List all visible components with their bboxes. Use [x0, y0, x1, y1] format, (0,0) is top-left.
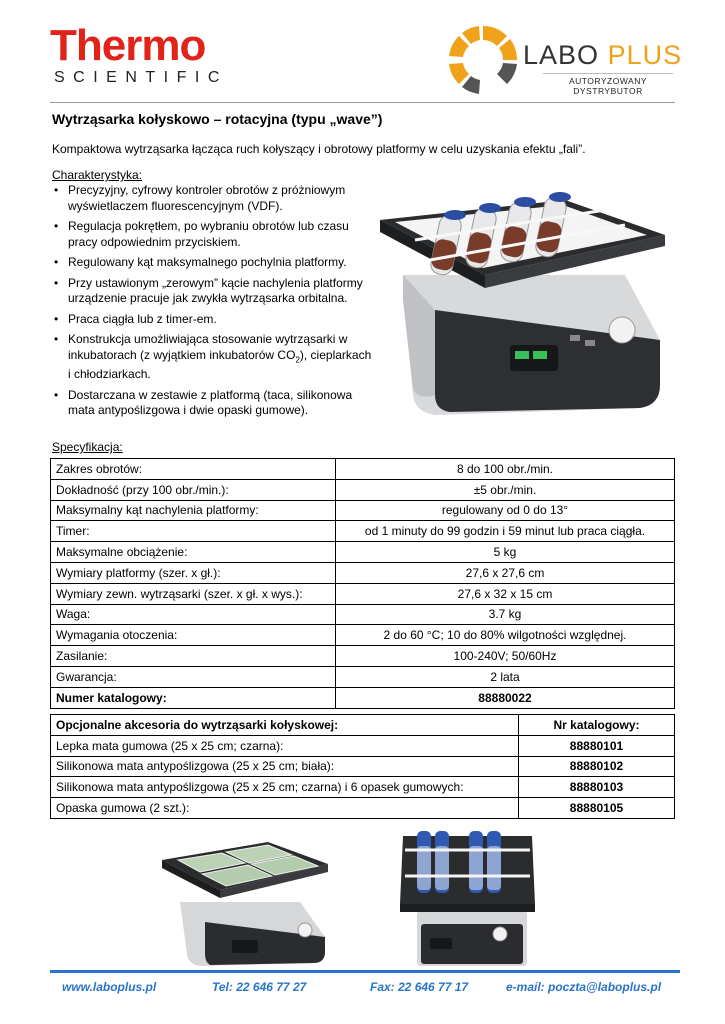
- page-title: Wytrząsarka kołyskowo – rotacyjna (typu „wave”): [52, 111, 383, 127]
- table-row: Maksymalny kąt nachylenia platformy: regulowany od 0 do 13°: [51, 500, 675, 521]
- scientific-logo-text: SCIENTIFIC: [54, 69, 228, 86]
- authorized-distributor-text: AUTORYZOWANY DYSTRYBUTOR: [543, 73, 673, 96]
- product-image-bottles: [395, 826, 540, 971]
- catalog-number-row: Numer katalogowy: 88880022: [51, 687, 675, 708]
- footer-fax: Fax: 22 646 77 17: [370, 980, 469, 994]
- table-row: Silikonowa mata antypoślizgowa (25 x 25 cm; biała): 88880102: [51, 756, 675, 777]
- labo-plus-emblem-icon: [445, 20, 525, 100]
- table-row: Waga: 3.7 kg: [51, 604, 675, 625]
- table-row: Lepka mata gumowa (25 x 25 cm; czarna): 88880101: [51, 735, 675, 756]
- feature-item: • Regulacja pokrętłem, po wybraniu obrotów lub czasu pracy odpowiednim przyciskiem.: [52, 219, 372, 250]
- footer-phone: Tel: 22 646 77 27: [212, 980, 307, 994]
- table-row: Zasilanie: 100-240V; 50/60Hz: [51, 646, 675, 667]
- table-row: Wymiary platformy (szer. x gł.): 27,6 x 27,6 cm: [51, 562, 675, 583]
- table-row: Dokładność (przy 100 obr./min.): ±5 obr./min.: [51, 479, 675, 500]
- table-row: Timer: od 1 minuty do 99 godzin i 59 minut lub praca ciągła.: [51, 521, 675, 542]
- features-label: Charakterystyka:: [52, 168, 143, 182]
- feature-item: • Regulowany kąt maksymalnego pochylnia platformy.: [52, 255, 372, 271]
- table-row: Zakres obrotów: 8 do 100 obr./min.: [51, 459, 675, 480]
- spec-label: Specyfikacja:: [52, 440, 123, 454]
- table-row: Wymagania otoczenia: 2 do 60 °C; 10 do 80% wilgotności względnej.: [51, 625, 675, 646]
- footer-website-link[interactable]: www.laboplus.pl: [62, 980, 157, 994]
- feature-item: • Precyzyjny, cyfrowy kontroler obrotów z próżniowym wyświetlaczem fluorescencyjnym (VDF).: [52, 183, 372, 214]
- feature-item: • Konstrukcja umożliwiająca stosowanie wytrząsarki w inkubatorach (z wyjątkiem inkubatorów $CO_2$), cieplarkach i chłodziarkach.: [52, 332, 372, 383]
- intro-text: Kompaktowa wytrząsarka łącząca ruch kołyszący i obrotowy platformy w celu uzyskania efektu „fali”.: [52, 142, 586, 156]
- table-row: Silikonowa mata antypoślizgowa (25 x 25 cm; czarna) i 6 opasek gumowych: 88880103: [51, 777, 675, 798]
- header-divider: [50, 102, 675, 103]
- product-image-main: [375, 180, 675, 420]
- feature-item: • Dostarczana w zestawie z platformą (taca, silikonowa mata antypoślizgowa i dwie opaski gumowe).: [52, 388, 372, 419]
- product-image-plates: [160, 832, 330, 967]
- feature-item: • Przy ustawionym „zerowym” kącie nachylenia platformy urządzenie pracuje jak zwykła wytrząsarka orbitalna.: [52, 276, 372, 307]
- spec-table: [50, 458, 675, 709]
- table-row: Maksymalne obciążenie: 5 kg: [51, 542, 675, 563]
- thermo-logo-text: Thermo: [50, 21, 206, 70]
- feature-item: • Praca ciągła lub z timer-em.: [52, 312, 372, 328]
- accessories-table: [50, 714, 675, 819]
- table-row: Gwarancja: 2 lata: [51, 666, 675, 687]
- footer-divider: [50, 970, 680, 973]
- table-row: Wymiary zewn. wytrząsarki (szer. x gł. x wys.): 27,6 x 32 x 15 cm: [51, 583, 675, 604]
- table-row: Opaska gumowa (2 szt.): 88880105: [51, 798, 675, 819]
- footer-email-link[interactable]: e-mail: poczta@laboplus.pl: [506, 980, 662, 994]
- labo-plus-logo-text: LABO PLUS: [523, 40, 683, 70]
- thermo-scientific-logo: [50, 21, 228, 87]
- features-list: [52, 183, 372, 424]
- labo-plus-logo: [445, 20, 685, 100]
- footer: [50, 980, 680, 996]
- accessories-header-row: Opcjonalne akcesoria do wytrząsarki kołyskowej: Nr katalogowy:: [51, 715, 675, 736]
